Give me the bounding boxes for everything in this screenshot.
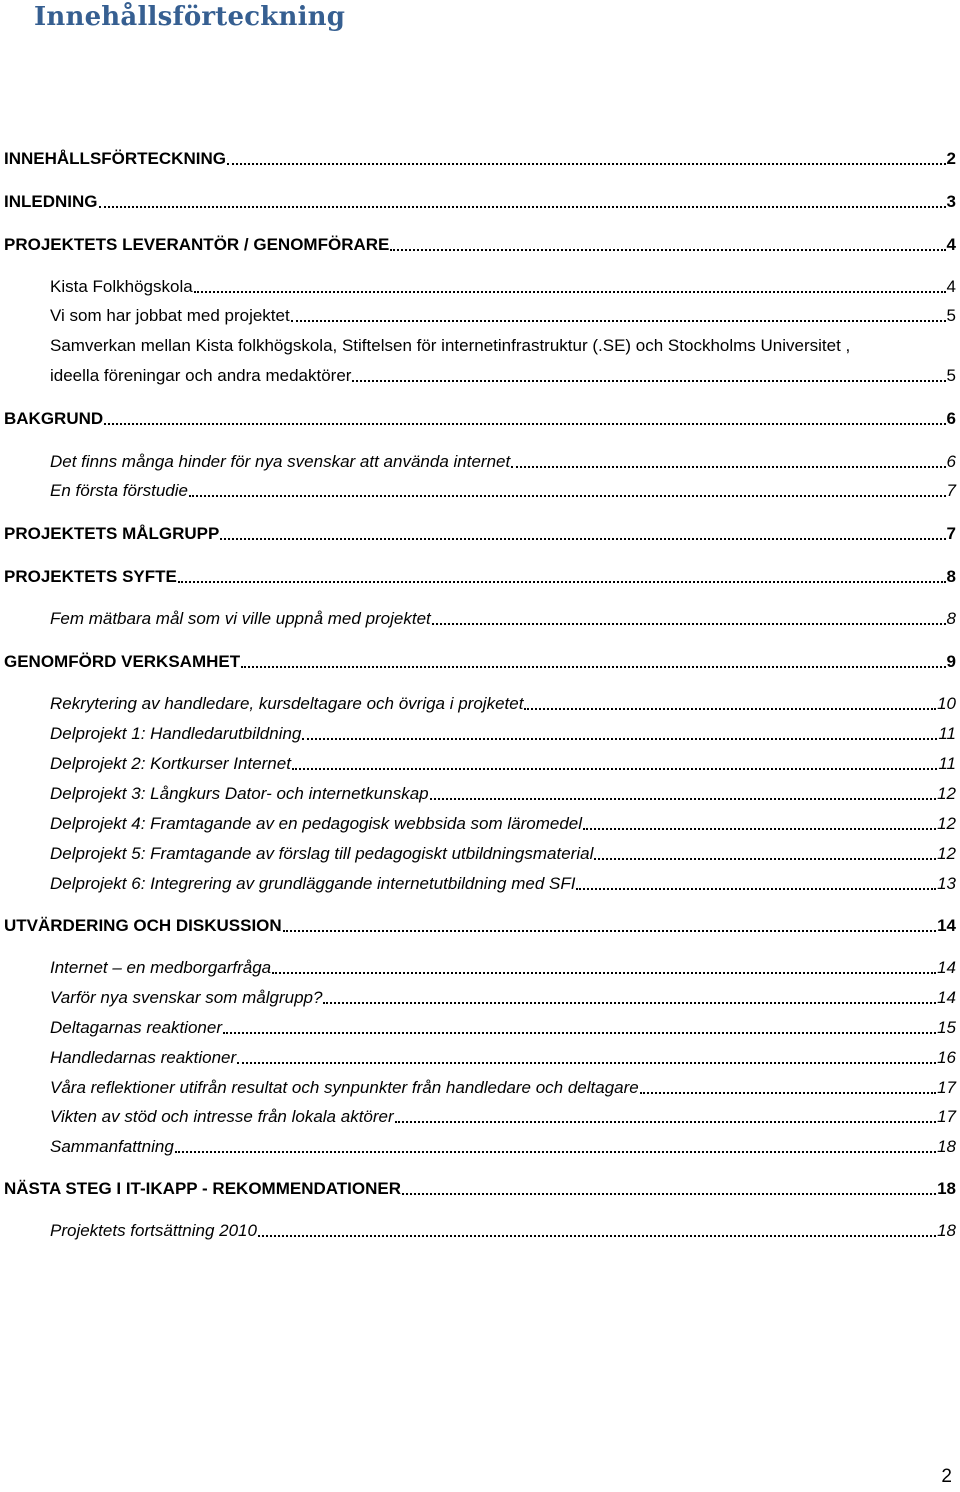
toc-dot-leader bbox=[640, 1092, 936, 1094]
toc-entry-chapter[interactable] bbox=[4, 230, 956, 256]
toc-dot-leader bbox=[390, 249, 945, 251]
toc-dot-leader bbox=[227, 163, 946, 165]
toc-entry-section[interactable] bbox=[50, 1102, 956, 1128]
toc-entry-section[interactable] bbox=[50, 1132, 956, 1158]
toc-entry-title: PROJEKTETS MÅLGRUPP bbox=[4, 524, 220, 543]
toc-entry-title: Delprojekt 2: Kortkurser Internet bbox=[50, 754, 291, 773]
toc-entry-section[interactable] bbox=[50, 331, 956, 357]
toc-entry-page: 18 bbox=[937, 1221, 956, 1240]
toc-dot-leader bbox=[352, 380, 945, 382]
toc-dot-leader bbox=[291, 320, 946, 322]
toc-entry-page: 4 bbox=[946, 277, 956, 296]
toc-dot-leader bbox=[283, 930, 936, 932]
toc-entry-title: Delprojekt 3: Långkurs Dator- och internetkunskap bbox=[50, 784, 429, 803]
toc-entry-title: Sammanfattning bbox=[50, 1137, 174, 1156]
toc-entry-page: 4 bbox=[946, 235, 956, 254]
toc-entry-section[interactable] bbox=[50, 839, 956, 865]
toc-entry-page: 16 bbox=[937, 1048, 956, 1067]
toc-entry-page: 2 bbox=[946, 149, 956, 168]
toc-entry-section[interactable] bbox=[50, 1013, 956, 1039]
toc-dot-leader bbox=[189, 495, 946, 497]
toc-entry-page: 8 bbox=[946, 609, 956, 628]
toc-entry-title: Vi som har jobbat med projektet bbox=[50, 306, 290, 325]
toc-entry-page: 14 bbox=[937, 988, 956, 1007]
toc-entry-title: Varför nya svenskar som målgrupp? bbox=[50, 988, 323, 1007]
toc-entry-page: 3 bbox=[946, 192, 956, 211]
toc-entry-section[interactable] bbox=[50, 476, 956, 502]
toc-dot-leader bbox=[241, 666, 945, 668]
toc-dot-leader bbox=[104, 423, 945, 425]
toc-entry-title: Internet – en medborgarfråga bbox=[50, 958, 272, 977]
toc-entry-chapter[interactable] bbox=[4, 519, 956, 545]
toc-entry-section[interactable] bbox=[50, 809, 956, 835]
toc-entry-chapter[interactable] bbox=[4, 911, 956, 937]
toc-entry-page: 18 bbox=[937, 1179, 956, 1198]
toc-entry-page: 12 bbox=[937, 844, 956, 863]
toc-entry-page: 7 bbox=[946, 481, 956, 500]
toc-entry-page: 10 bbox=[937, 694, 956, 713]
toc-entry-section[interactable] bbox=[50, 1216, 956, 1242]
toc-entry-title: Vikten av stöd och intresse från lokala aktörer bbox=[50, 1107, 394, 1126]
toc-dot-leader bbox=[194, 291, 946, 293]
toc-entry-page: 8 bbox=[946, 567, 956, 586]
toc-entry-page: 12 bbox=[937, 814, 956, 833]
toc-entry-section[interactable] bbox=[50, 1043, 956, 1069]
toc-dot-leader bbox=[524, 708, 936, 710]
page-number: 2 bbox=[941, 1466, 952, 1487]
toc-entry-page: 13 bbox=[937, 874, 956, 893]
toc-entry-page: 7 bbox=[946, 524, 956, 543]
toc-entry-page: 11 bbox=[938, 724, 956, 743]
toc-entry-title: INLEDNING bbox=[4, 192, 98, 211]
toc-dot-leader bbox=[272, 972, 936, 974]
toc-entry-title: Deltagarnas reaktioner bbox=[50, 1018, 222, 1037]
toc-entry-chapter[interactable] bbox=[4, 1174, 956, 1200]
toc-dot-leader bbox=[395, 1121, 936, 1123]
toc-entry-page: 9 bbox=[946, 652, 956, 671]
toc-entry-title: PROJEKTETS LEVERANTÖR / GENOMFÖRARE bbox=[4, 235, 390, 254]
toc-dot-leader bbox=[223, 1032, 936, 1034]
toc-entry-chapter[interactable] bbox=[4, 187, 956, 213]
toc-dot-leader bbox=[302, 738, 937, 740]
toc-entry-section[interactable] bbox=[50, 953, 956, 979]
toc-entry-chapter[interactable] bbox=[4, 404, 956, 430]
toc-entry-page: 17 bbox=[937, 1078, 956, 1097]
toc-dot-leader bbox=[292, 768, 937, 770]
toc-dot-leader bbox=[576, 888, 936, 890]
toc-entry-title: Delprojekt 4: Framtagande av en pedagogisk webbsida som läromedel bbox=[50, 814, 583, 833]
toc-entry-title: PROJEKTETS SYFTE bbox=[4, 567, 177, 586]
toc-entry-title: Delprojekt 1: Handledarutbildning bbox=[50, 724, 302, 743]
toc-entry-section[interactable] bbox=[50, 301, 956, 327]
toc-dot-leader bbox=[430, 798, 936, 800]
toc-entry-section[interactable] bbox=[50, 869, 956, 895]
toc-entry-title: Våra reflektioner utifrån resultat och synpunkter från handledare och deltagare bbox=[50, 1078, 639, 1097]
toc-entry-page: 5 bbox=[946, 306, 956, 325]
toc-dot-leader bbox=[583, 828, 936, 830]
toc-dot-leader bbox=[323, 1002, 936, 1004]
toc-entry-page: 11 bbox=[938, 754, 956, 773]
toc-entry-title: Kista Folkhögskola bbox=[50, 277, 193, 296]
toc-entry-page: 14 bbox=[937, 916, 956, 935]
toc-entry-section[interactable] bbox=[50, 689, 956, 715]
toc-entry-title: Projektets fortsättning 2010 bbox=[50, 1221, 257, 1240]
toc-entry-section[interactable] bbox=[50, 361, 956, 387]
toc-dot-leader bbox=[258, 1235, 936, 1237]
toc-dot-leader bbox=[178, 581, 946, 583]
toc-entry-section[interactable] bbox=[50, 604, 956, 630]
toc-entry-page: 15 bbox=[937, 1018, 956, 1037]
toc-heading: Innehållsförteckning bbox=[34, 2, 346, 32]
toc-entry-title: Delprojekt 5: Framtagande av förslag till pedagogiskt utbildningsmaterial bbox=[50, 844, 594, 863]
toc-dot-leader bbox=[432, 623, 946, 625]
toc-entry-page: 12 bbox=[937, 784, 956, 803]
toc-entry-title: Handledarnas reaktioner bbox=[50, 1048, 237, 1067]
toc-entry-title: GENOMFÖRD VERKSAMHET bbox=[4, 652, 241, 671]
toc-dot-leader bbox=[99, 206, 946, 208]
toc-dot-leader bbox=[402, 1193, 936, 1195]
toc-entry-section[interactable] bbox=[50, 272, 956, 298]
toc-entry-chapter[interactable] bbox=[4, 647, 956, 673]
toc-entry-section[interactable] bbox=[50, 1073, 956, 1099]
toc-entry-title: Fem mätbara mål som vi ville uppnå med projektet bbox=[50, 609, 431, 628]
toc-dot-leader bbox=[175, 1151, 936, 1153]
toc-dot-leader bbox=[511, 466, 945, 468]
toc-entry-title: BAKGRUND bbox=[4, 409, 104, 428]
toc-entry-page: 6 bbox=[946, 409, 956, 428]
toc-entry-page: 5 bbox=[946, 366, 956, 385]
toc-entry-title: NÄSTA STEG I IT-IKAPP - REKOMMENDATIONER bbox=[4, 1179, 401, 1198]
toc-entry-title: UTVÄRDERING OCH DISKUSSION bbox=[4, 916, 282, 935]
toc-entry-page: 6 bbox=[946, 452, 956, 471]
toc-entry-chapter[interactable] bbox=[4, 562, 956, 588]
toc-entry-chapter[interactable] bbox=[4, 144, 956, 170]
toc-entry-title: Rekrytering av handledare, kursdeltagare och övriga i projketet bbox=[50, 694, 524, 713]
toc-entry-title: Delprojekt 6: Integrering av grundläggande internetutbildning med SFI bbox=[50, 874, 576, 893]
toc-dot-leader bbox=[594, 858, 936, 860]
toc-dot-leader bbox=[220, 538, 945, 540]
toc-entry-title: ideella föreningar och andra medaktörer bbox=[50, 366, 352, 385]
toc-entry-title: En första förstudie bbox=[50, 481, 188, 500]
toc-entry-section[interactable] bbox=[50, 983, 956, 1009]
toc-entry-section[interactable] bbox=[50, 719, 956, 745]
toc-entry-section[interactable] bbox=[50, 749, 956, 775]
toc-entry-page: 17 bbox=[937, 1107, 956, 1126]
toc-entry-page: 18 bbox=[937, 1137, 956, 1156]
toc-dot-leader bbox=[237, 1062, 936, 1064]
toc-entry-title: Det finns många hinder för nya svenskar att använda internet bbox=[50, 452, 511, 471]
toc-entry-title: INNEHÅLLSFÖRTECKNING bbox=[4, 149, 226, 168]
toc-entry-section[interactable] bbox=[50, 447, 956, 473]
toc-entry-section[interactable] bbox=[50, 779, 956, 805]
toc-entry-page: 14 bbox=[937, 958, 956, 977]
toc-entry-title: Samverkan mellan Kista folkhögskola, Stiftelsen för internetinfrastruktur (.SE) och Stockholms Universitet , bbox=[50, 336, 851, 355]
